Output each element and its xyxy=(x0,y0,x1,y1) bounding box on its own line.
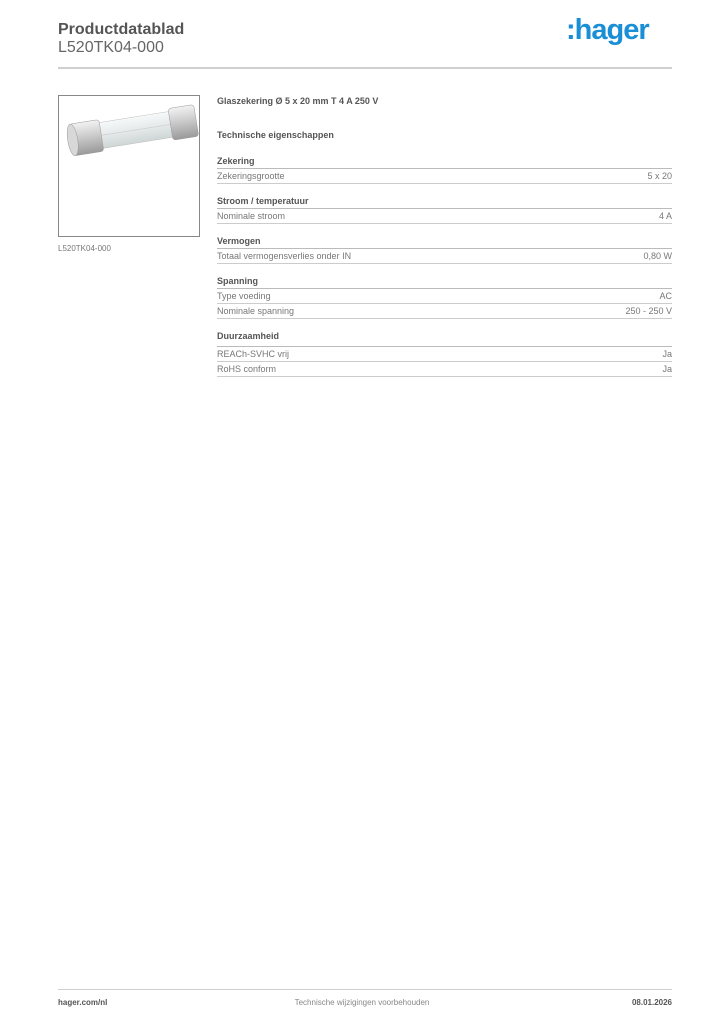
footer-disclaimer: Technische wijzigingen voorbehouden xyxy=(294,998,430,1007)
spec-value: Ja xyxy=(662,349,672,359)
tech-properties-title: Technische eigenschappen xyxy=(217,130,334,140)
spec-value: Ja xyxy=(662,364,672,374)
spec-section-title: Duurzaamheid xyxy=(217,330,672,347)
fuse-image xyxy=(59,96,199,236)
spec-label: Nominale spanning xyxy=(217,306,295,316)
spec-section-title: Spanning xyxy=(217,275,672,289)
spec-section-title: Vermogen xyxy=(217,235,672,249)
spec-section xyxy=(217,195,672,224)
header-divider xyxy=(58,67,672,69)
spec-label: REACh-SVHC vrij xyxy=(217,349,290,359)
hager-logo: :hager xyxy=(566,14,649,46)
spec-row xyxy=(217,209,672,224)
spec-row xyxy=(217,169,672,184)
spec-value: 0,80 W xyxy=(643,251,672,261)
spec-section xyxy=(217,155,672,184)
footer-divider xyxy=(58,989,672,990)
spec-section xyxy=(217,235,672,264)
spec-section-title: Stroom / temperatuur xyxy=(217,195,672,209)
spec-row xyxy=(217,249,672,264)
product-code: L520TK04-000 xyxy=(58,39,164,56)
spec-label: Totaal vermogensverlies onder IN xyxy=(217,251,352,261)
spec-section xyxy=(217,275,672,319)
spec-section-title: Zekering xyxy=(217,155,672,169)
product-image xyxy=(58,95,200,237)
product-name: Glaszekering Ø 5 x 20 mm T 4 A 250 V xyxy=(217,96,379,106)
footer-website[interactable]: hager.com/nl xyxy=(58,998,108,1007)
page-title: Productdatablad xyxy=(58,21,185,38)
spec-section xyxy=(217,330,672,377)
spec-label: Nominale stroom xyxy=(217,211,286,221)
spec-label: Zekeringsgrootte xyxy=(217,171,285,181)
spec-value: AC xyxy=(659,291,672,301)
image-caption: L520TK04-000 xyxy=(58,244,111,253)
spec-value: 250 - 250 V xyxy=(625,306,672,316)
spec-row xyxy=(217,347,672,362)
footer-date: 08.01.2026 xyxy=(631,998,672,1007)
spec-label: Type voeding xyxy=(217,291,271,301)
product-details xyxy=(217,96,672,377)
spec-label: RoHS conform xyxy=(217,364,277,374)
spec-value: 4 A xyxy=(658,211,672,221)
spec-row xyxy=(217,304,672,319)
spec-row xyxy=(217,362,672,377)
spec-value: 5 x 20 xyxy=(647,171,672,181)
spec-row xyxy=(217,289,672,304)
